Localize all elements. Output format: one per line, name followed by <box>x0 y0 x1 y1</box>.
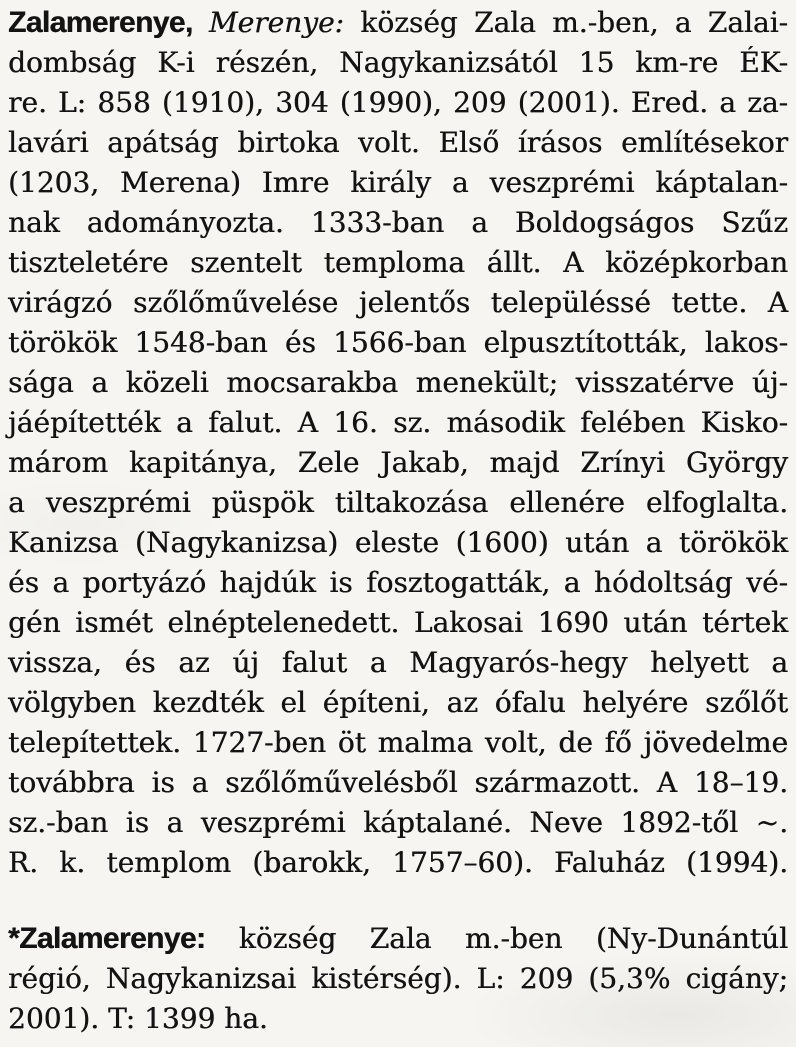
text-line: völgyben kezdték el építeni, az ófalu helyére szőlőt <box>8 686 788 719</box>
text-line: R. k. templom (barokk, 1757–60). Faluház (1994). <box>8 846 788 879</box>
text-line: márom kapitánya, Zele Jakab, majd Zrínyi György <box>8 446 788 479</box>
text-line <box>8 919 788 959</box>
text-line: a veszprémi püspök tiltakozása ellenére elfoglalta. <box>8 486 788 519</box>
text-line: nak adományozta. 1333-ban a Boldogságos Szűz <box>8 206 788 239</box>
text-line: virágzó szőlőművelése jelentős településsé tette. A <box>8 286 788 319</box>
text-line: lavári apátság birtoka volt. Első írásos említésekor <box>8 126 788 159</box>
text-line: sága a közeli mocsarakba menekült; visszatérve új- <box>8 366 788 399</box>
text-line: régió, Nagykanizsai kistérség). L: 209 (5,3% cigány; <box>8 962 788 995</box>
headword: *Zalamerenye: <box>8 922 206 955</box>
text-line: jáépítették a falut. A 16. sz. második felében Kisko- <box>8 406 788 439</box>
headword-variant: Merenye: <box>208 6 344 39</box>
line-text: község Zala m.-ben (Ny-Dunántúl <box>238 922 789 955</box>
text-line: tiszteletére szentelt temploma állt. A középkorban <box>8 246 788 279</box>
text-line: törökök 1548-ban és 1566-ban elpusztították, lakos- <box>8 326 788 359</box>
text-line: sz.-ban is a veszprémi káptalané. Neve 1892-től ~. <box>8 806 788 839</box>
main-entry-paragraph <box>8 3 788 883</box>
text-line: és a portyázó hajdúk is fosztogatták, a hódoltság vé- <box>8 566 788 599</box>
text-line: telepítettek. 1727-ben öt malma volt, de fő jövedelme <box>8 726 788 759</box>
line-text: község Zala m.-ben, a Zalai- <box>360 6 788 39</box>
text-line: továbbra is a szőlőművelésből származott. A 18–19. <box>8 766 788 799</box>
headword: Zalamerenye, <box>8 6 193 39</box>
text-line: dombság K-i részén, Nagykanizsától 15 km-re ÉK- <box>8 46 788 79</box>
text-line: re. L: 858 (1910), 304 (1990), 209 (2001). Ered. a za- <box>8 86 788 119</box>
text-line: gén ismét elnéptelenedett. Lakosai 1690 után tértek <box>8 606 788 639</box>
text-line: vissza, és az új falut a Magyarós-hegy helyett a <box>8 646 788 679</box>
paragraph-gap <box>8 883 788 919</box>
text-line: 2001). T: 1399 ha. <box>8 1002 268 1035</box>
text-line: (1203, Merena) Imre király a veszprémi káptalan- <box>8 166 788 199</box>
text-line <box>8 3 788 43</box>
text-line: Kanizsa (Nagykanizsa) eleste (1600) után a törökök <box>8 526 788 559</box>
secondary-entry-paragraph <box>8 919 788 1039</box>
